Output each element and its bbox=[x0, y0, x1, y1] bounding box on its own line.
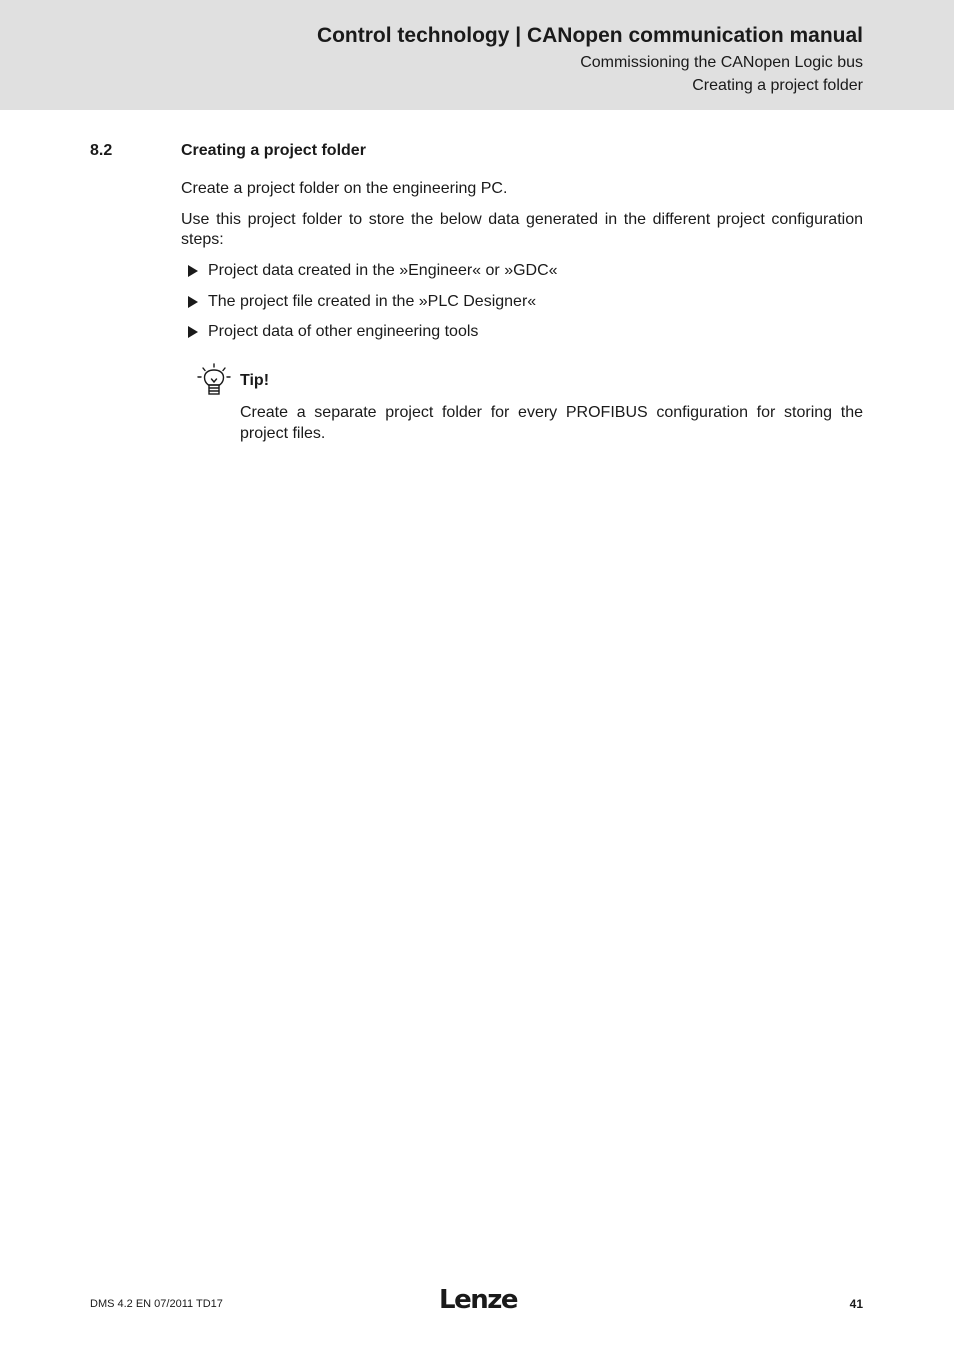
storage-paragraph: Use this project folder to store the below data generated in the different project configuration steps: bbox=[181, 211, 863, 248]
bullet-triangle-icon bbox=[188, 326, 198, 338]
section-number: 8.2 bbox=[90, 142, 113, 159]
list-item-text: Project data created in the »Engineer« or »GDC« bbox=[208, 262, 558, 279]
page-header bbox=[0, 0, 954, 110]
list-item-text: Project data of other engineering tools bbox=[208, 323, 479, 340]
intro-paragraph: Create a project folder on the engineering PC. bbox=[181, 180, 508, 197]
bullet-triangle-icon bbox=[188, 265, 198, 277]
footer-document-code: DMS 4.2 EN 07/2011 TD17 bbox=[90, 1298, 223, 1310]
page-number: 41 bbox=[849, 1297, 863, 1311]
tip-label: Tip! bbox=[240, 372, 270, 389]
lightbulb-icon bbox=[196, 362, 232, 398]
tip-text: Create a separate project folder for every PROFIBUS configuration for storing the project files. bbox=[240, 404, 863, 442]
header-subtitle-section: Creating a project folder bbox=[692, 77, 863, 94]
list-item-text: The project file created in the »PLC Designer« bbox=[208, 292, 537, 310]
section-title: Creating a project folder bbox=[181, 142, 366, 159]
lenze-logo: Lenze bbox=[439, 1285, 517, 1315]
header-subtitle-chapter: Commissioning the CANopen Logic bus bbox=[580, 54, 863, 71]
header-title: Control technology | CANopen communication manual bbox=[316, 24, 863, 47]
bullet-triangle-icon bbox=[188, 296, 198, 308]
